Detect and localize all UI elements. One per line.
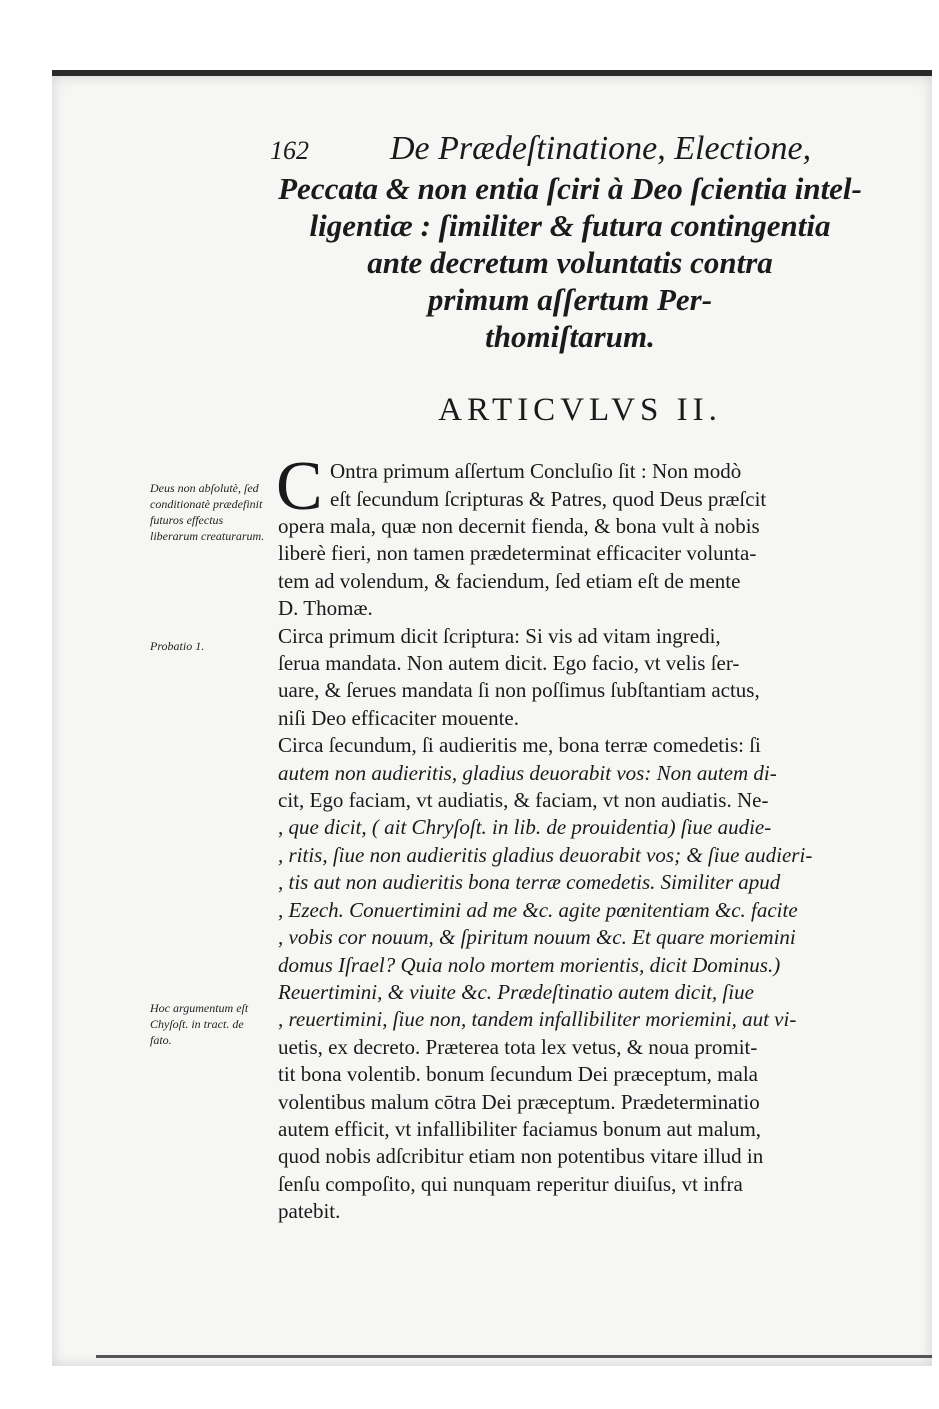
margin-note: Probatio 1. <box>150 639 205 653</box>
text-line: , vobis cor nouum, & ſpiritum nouum &c. Et quare moriemini <box>278 925 796 950</box>
text-line: Circa ſecundum, ſi audieritis me, bona terræ comedetis: ſi <box>278 733 761 758</box>
section-heading <box>230 170 910 355</box>
text-line: autem efficit, vt infallibiliter faciamus bonum aut malum, <box>278 1116 762 1141</box>
text-line: , que dicit, ( ait Chryſoſt. in lib. de prouidentia) ſiue audie- <box>278 815 772 840</box>
text-line: , Ezech. Conuertimini ad me &c. agite pœnitentiam &c. facite <box>278 897 798 922</box>
text-line: , ritis, ſiue non audieritis gladius deuorabit vos; & ſiue audieri- <box>278 842 813 867</box>
opening-paragraph <box>330 458 766 513</box>
text-line: domus Iſrael? Quia nolo mortem morientis, dicit Dominus.) <box>278 952 781 977</box>
text-line: Circa primum dicit ſcriptura: Si vis ad vitam ingredi, <box>278 623 721 648</box>
text-line: niſi Deo efficaciter mouente. <box>278 705 520 730</box>
body-text <box>278 513 812 1226</box>
text-line: cit, Ego faciam, vt audiatis, & faciam, vt non audiatis. Ne- <box>278 788 769 813</box>
text-line: D. Thomæ. <box>278 596 373 621</box>
heading-line: thomiſtarum. <box>485 319 655 354</box>
margin-note: Hoc argumentum eſt Chyſoſt. in tract. de fato. <box>150 1001 249 1047</box>
text-line: , tis aut non audieritis bona terræ comedetis. Similiter apud <box>278 870 781 895</box>
text-line: autem non audieritis, gladius deuorabit vos: Non autem di- <box>278 760 777 785</box>
text-line: uetis, ex decreto. Præterea tota lex vetus, & noua promit- <box>278 1034 758 1059</box>
text-line: uare, & ſerues mandata ſi non poſſimus ſubſtantiam actus, <box>278 678 760 703</box>
text-line: tit bona volentib. bonum ſecundum Dei præceptum, mala <box>278 1062 758 1087</box>
heading-line: ante decretum voluntatis contra <box>367 245 773 280</box>
text-line: tem ad volendum, & faciendum, ſed etiam eſt de mente <box>278 568 741 593</box>
text-line: ſerua mandata. Non autem dicit. Ego facio, vt velis ſer- <box>278 651 740 676</box>
text-line: Ontra primum aſſertum Concluſio ſit : Non modò <box>330 459 742 483</box>
running-title: De Prædeſtinatione, Electione, <box>390 130 812 167</box>
text-line: ſenſu compoſito, qui nunquam reperitur diuiſus, vt infra <box>278 1171 743 1196</box>
heading-line: primum aſſertum Per- <box>427 282 713 317</box>
text-line: Reuertimini, & viuite &c. Prædeſtinatio autem dicit, ſiue <box>278 979 754 1004</box>
margin-note: Deus non abſolutè, ſed conditionatè prædefinit futuros effectus liberarum creaturarum. <box>150 481 265 543</box>
text-line: volentibus malum cōtra Dei præceptum. Prædeterminatio <box>278 1089 760 1114</box>
text-line: , reuertimini, ſiue non, tandem infallibiliter moriemini, aut vi- <box>278 1007 797 1032</box>
page-edge <box>96 1355 932 1358</box>
heading-line: ligentiæ : ſimiliter & futura contingentia <box>309 208 831 243</box>
page-number: 162 <box>270 136 309 165</box>
article-title: ARTICVLVS II. <box>438 392 722 428</box>
running-header <box>270 130 870 174</box>
text-line: eſt ſecundum ſcripturas & Patres, quod Deus præſcit <box>330 486 767 511</box>
drop-cap: C <box>276 448 323 525</box>
text-line: liberè fieri, non tamen prædeterminat efficaciter volunta- <box>278 541 757 566</box>
text-line: patebit. <box>278 1199 341 1224</box>
text-line: quod nobis adſcribitur etiam non potentibus vitare illud in <box>278 1144 764 1169</box>
heading-line: Peccata & non entia ſciri à Deo ſcientia intel- <box>278 171 862 206</box>
text-line: opera mala, quæ non decernit fienda, & bona vult à nobis <box>278 514 760 538</box>
